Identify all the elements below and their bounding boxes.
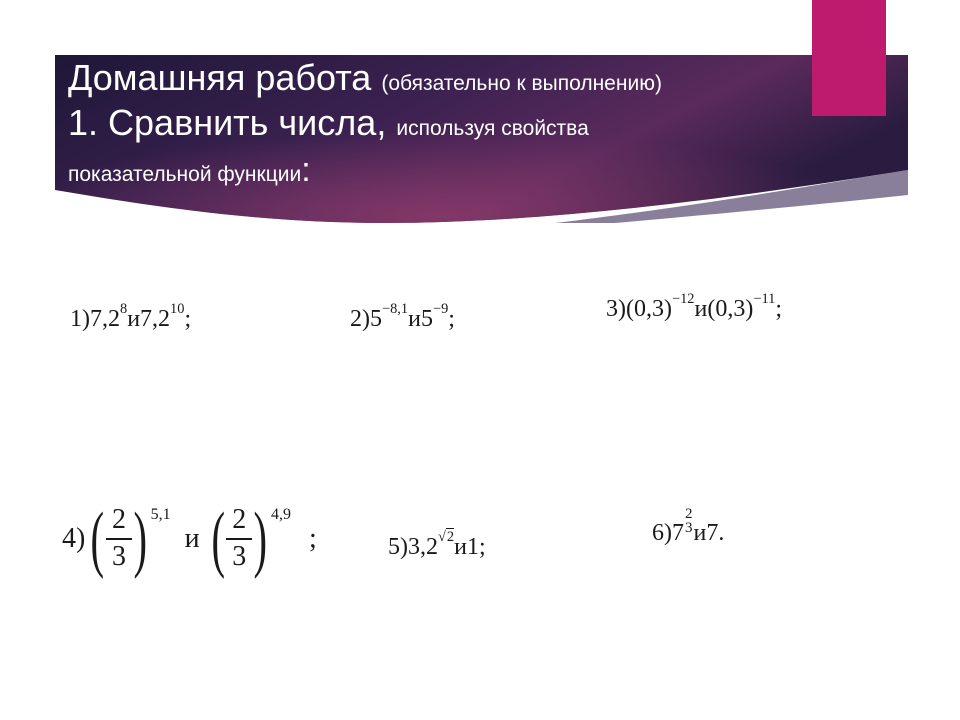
- base: 7,2: [140, 306, 171, 332]
- exercise-2: [350, 301, 455, 333]
- exponent-numerator: 2: [685, 506, 693, 522]
- title-main: Домашняя работа: [68, 57, 372, 98]
- denominator: 3: [111, 541, 126, 572]
- task-heading: 1. Сравнить числа,: [68, 102, 387, 143]
- title-line-1: [68, 57, 828, 98]
- exercise-label: 4): [62, 523, 86, 554]
- terminator: ;: [775, 296, 782, 322]
- exponent-denominator: 3: [685, 519, 693, 536]
- conjunction: и: [694, 296, 708, 322]
- task-rest: используя свойства: [396, 117, 589, 140]
- fraction: [106, 505, 132, 573]
- exercise-label: 1): [70, 306, 90, 332]
- fraction-power: [206, 498, 291, 580]
- base: 5: [370, 306, 382, 332]
- exercise-label: 3): [606, 296, 626, 322]
- base: (0,3): [707, 296, 754, 322]
- exercise-6: [652, 508, 724, 547]
- radical-sign: √: [438, 529, 446, 546]
- terminator: ;: [308, 523, 317, 554]
- numerator: 2: [111, 504, 126, 536]
- right-paren: ): [133, 498, 148, 580]
- exercise-label: 5): [388, 534, 408, 560]
- base: 7: [672, 520, 684, 546]
- fraction-bar: [226, 538, 252, 540]
- fraction: [226, 505, 252, 573]
- exponent: 5,1: [150, 506, 171, 523]
- fraction-power: [85, 498, 171, 580]
- exercise-1: [70, 301, 192, 333]
- terminator: ;: [184, 306, 192, 332]
- conjunction: и: [454, 534, 467, 560]
- terminator: .: [718, 520, 725, 546]
- exercise-label: 6): [652, 520, 672, 546]
- base: 5: [420, 306, 433, 332]
- exponent: 8: [120, 301, 128, 318]
- left-paren: (: [211, 498, 225, 580]
- exercise-3: [606, 291, 782, 323]
- exponent: −11: [753, 291, 776, 308]
- title-line-2: [68, 102, 828, 143]
- fraction-bar: [106, 538, 132, 540]
- denominator: 3: [232, 541, 247, 572]
- conjunction: и: [184, 523, 200, 554]
- base: (0,3): [626, 296, 672, 322]
- exponent: 4,9: [270, 506, 291, 523]
- conjunction: и: [693, 520, 707, 546]
- exponent: 10: [170, 301, 185, 318]
- exercise-label: 2): [350, 306, 370, 332]
- numerator: 2: [232, 504, 247, 536]
- base: 7,2: [90, 306, 120, 332]
- base: 3,2: [408, 534, 438, 560]
- exponent: −12: [671, 291, 695, 308]
- terminator: ;: [448, 306, 455, 332]
- left-paren: (: [90, 498, 105, 580]
- conjunction: и: [127, 306, 141, 332]
- base: 1: [466, 534, 479, 560]
- exercise-5: [388, 529, 486, 561]
- radicand: 2: [446, 529, 455, 546]
- fraction-exponent: [685, 508, 693, 535]
- terminator: ;: [478, 534, 486, 560]
- base: 7: [706, 520, 719, 546]
- task-colon: :: [301, 151, 311, 189]
- title-note: (обязательно к выполнению): [381, 72, 662, 95]
- title-line-3: [68, 153, 828, 187]
- exponent: −9: [432, 301, 449, 318]
- exponent: −8,1: [382, 301, 409, 318]
- slide-title: [68, 57, 828, 189]
- conjunction: и: [408, 306, 421, 332]
- right-paren: ): [253, 498, 268, 580]
- task-line2: показательной функции: [68, 163, 302, 186]
- exercise-4: [62, 498, 317, 580]
